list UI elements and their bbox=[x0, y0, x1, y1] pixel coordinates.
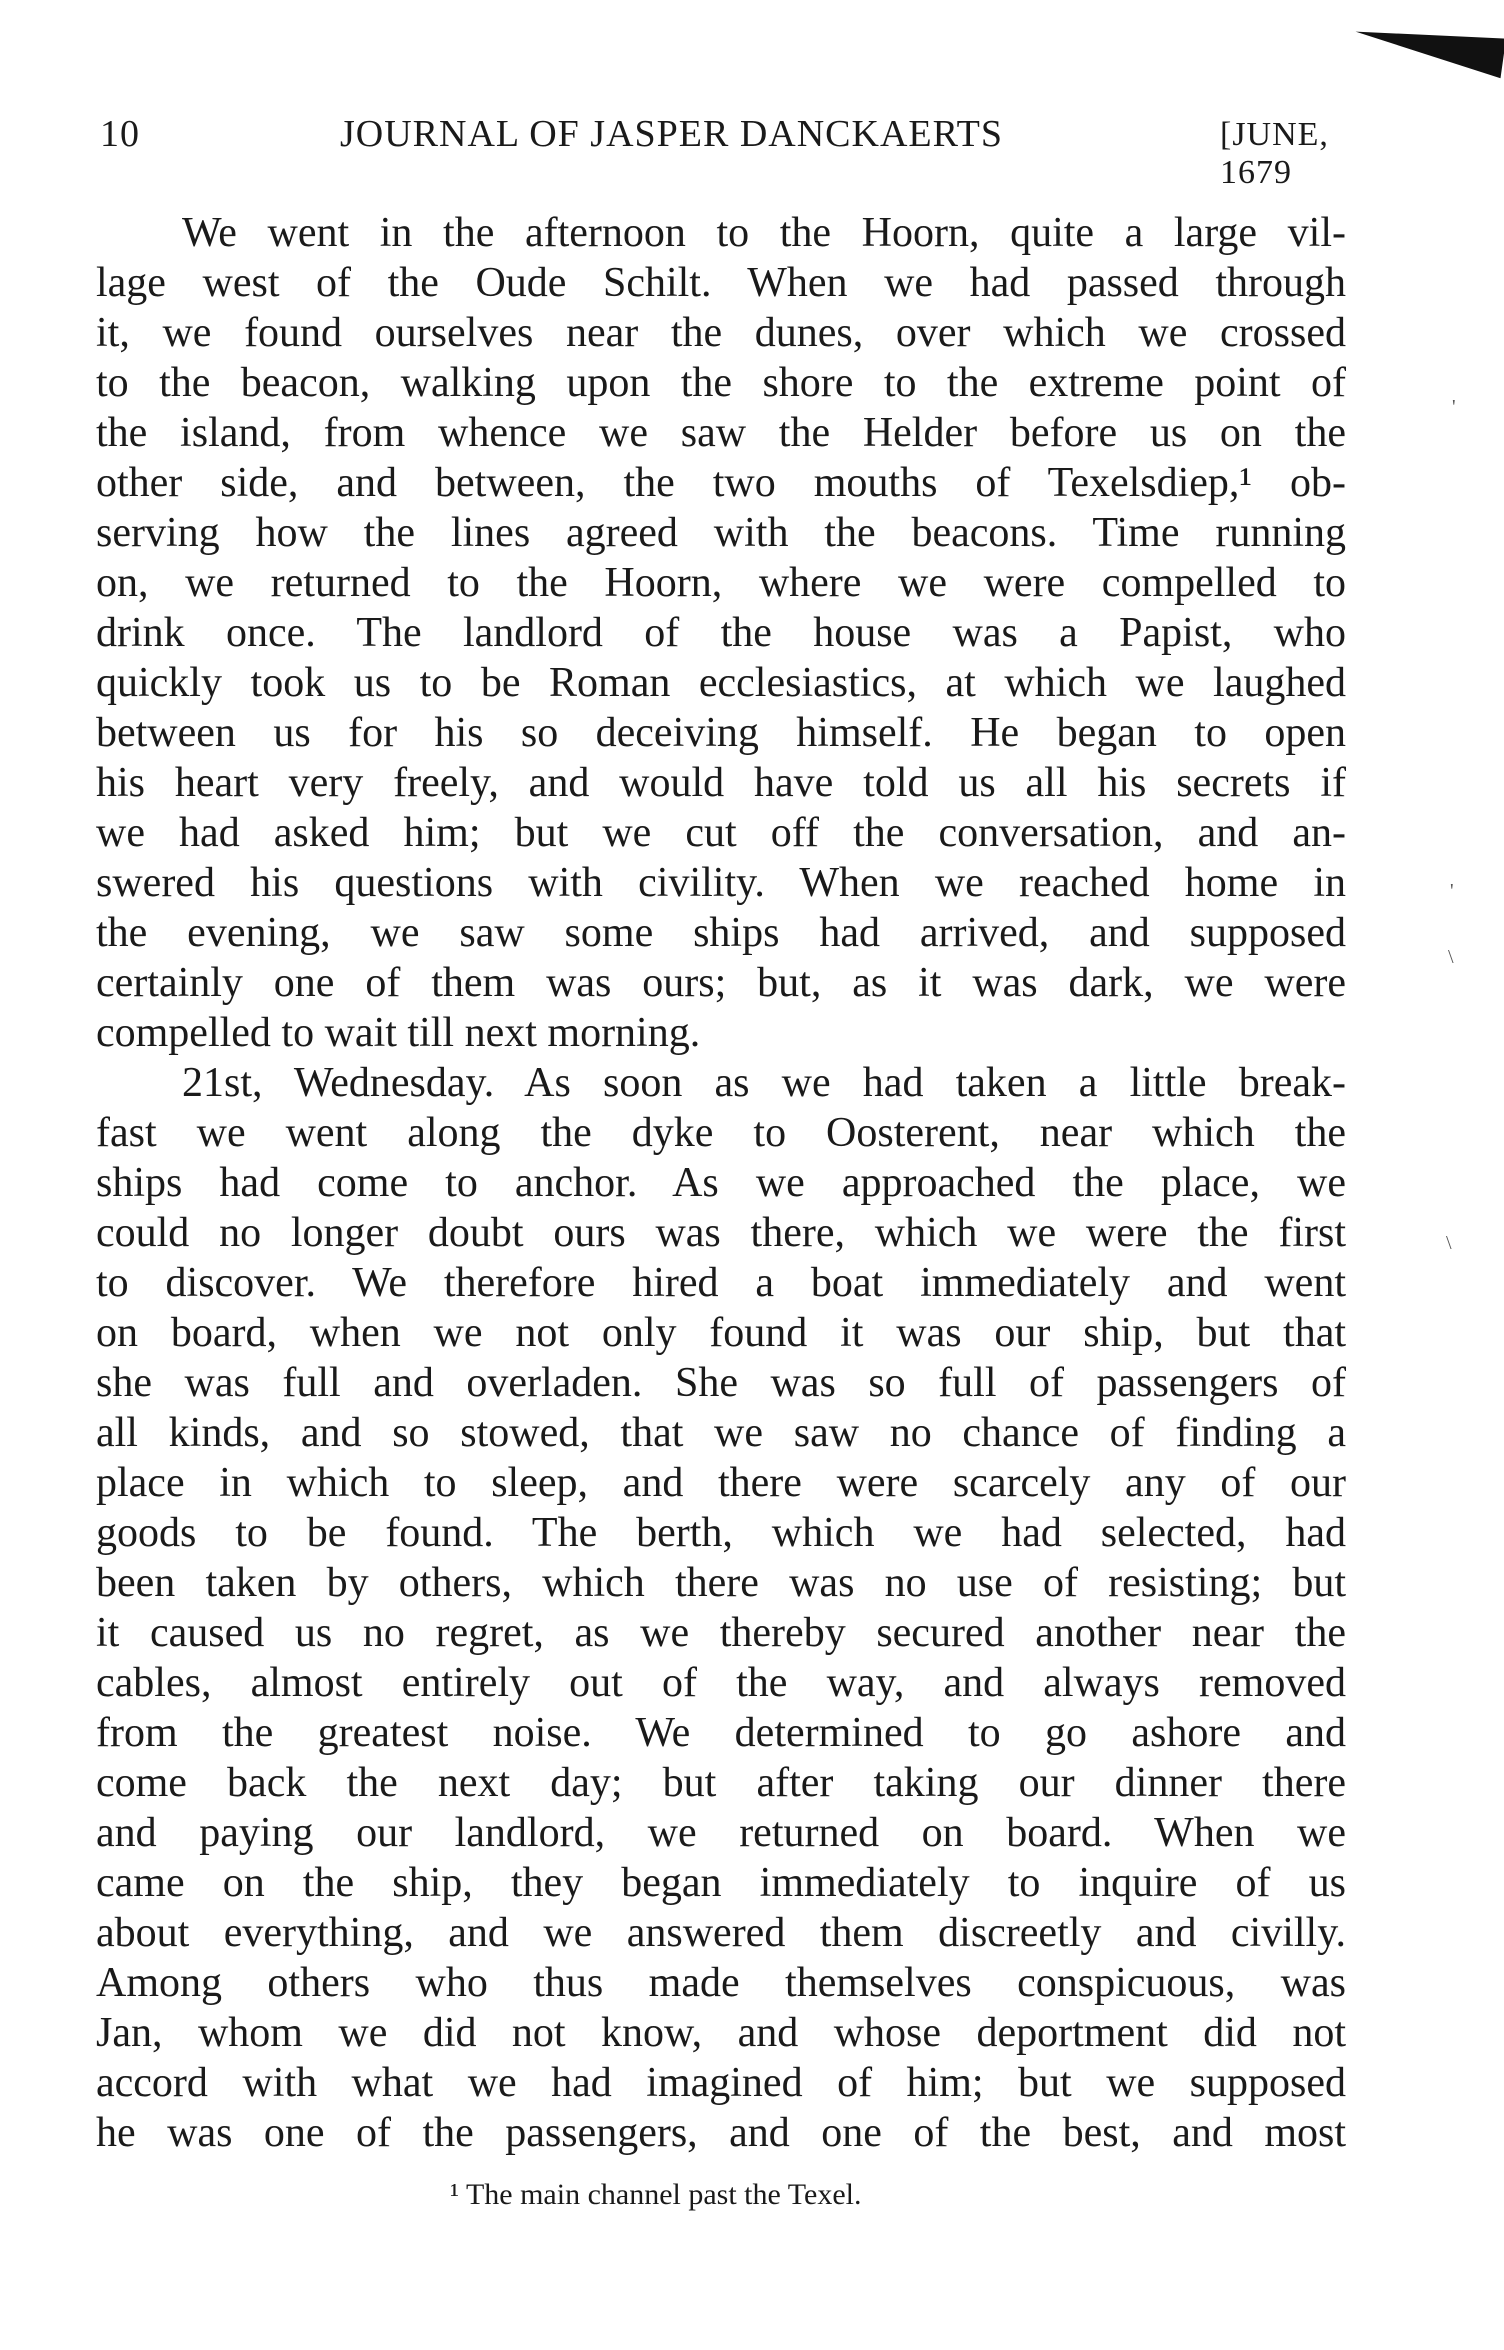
margin-speck: \ bbox=[1448, 946, 1454, 968]
text-line: place in which to sleep, and there were scarcely any of our bbox=[96, 1460, 1346, 1506]
text-line: his heart very freely, and would have told us all his secrets if bbox=[96, 760, 1346, 806]
text-line: between us for his so deceiving himself. He began to open bbox=[96, 710, 1346, 756]
text-line: and paying our landlord, we returned on board. When we bbox=[96, 1810, 1346, 1856]
text-line: compelled to wait till next morning. bbox=[96, 1010, 701, 1056]
text-line: it, we found ourselves near the dunes, over which we crossed bbox=[96, 310, 1346, 356]
text-line: been taken by others, which there was no use of resisting; but bbox=[96, 1560, 1346, 1606]
text-line: Among others who thus made themselves conspicuous, was bbox=[96, 1960, 1346, 2006]
text-line: could no longer doubt ours was there, which we were the first bbox=[96, 1210, 1346, 1256]
text-line: We went in the afternoon to the Hoorn, quite a large vil- bbox=[182, 210, 1346, 256]
text-line: come back the next day; but after taking our dinner there bbox=[96, 1760, 1346, 1806]
header-date: [JUNE, 1679 bbox=[1220, 116, 1329, 191]
text-line: ships had come to anchor. As we approached the place, we bbox=[96, 1160, 1346, 1206]
text-line: came on the ship, they began immediately to inquire of us bbox=[96, 1860, 1346, 1906]
text-line: from the greatest noise. We determined to go ashore and bbox=[96, 1710, 1346, 1756]
text-line: we had asked him; but we cut off the conversation, and an- bbox=[96, 810, 1346, 856]
text-line: he was one of the passengers, and one of the best, and most bbox=[96, 2110, 1346, 2156]
text-line: on board, when we not only found it was our ship, but that bbox=[96, 1310, 1346, 1356]
running-title: JOURNAL OF JASPER DANCKAERTS bbox=[340, 113, 1004, 155]
running-header bbox=[100, 112, 1400, 191]
text-line: Jan, whom we did not know, and whose deportment did not bbox=[96, 2010, 1346, 2056]
margin-speck: ' bbox=[1450, 880, 1454, 902]
page-number: 10 bbox=[100, 113, 140, 155]
margin-speck: ' bbox=[1452, 396, 1456, 418]
footnote: ¹ The main channel past the Texel. bbox=[450, 2178, 862, 2211]
text-line: cables, almost entirely out of the way, and always removed bbox=[96, 1660, 1346, 1706]
text-line: the island, from whence we saw the Helder before us on the bbox=[96, 410, 1346, 456]
text-line: fast we went along the dyke to Oosterent, near which the bbox=[96, 1110, 1346, 1156]
text-line: certainly one of them was ours; but, as it was dark, we were bbox=[96, 960, 1346, 1006]
text-line: all kinds, and so stowed, that we saw no chance of finding a bbox=[96, 1410, 1346, 1456]
text-line: to discover. We therefore hired a boat immediately and went bbox=[96, 1260, 1346, 1306]
text-line: swered his questions with civility. When we reached home in bbox=[96, 860, 1346, 906]
text-line: 21st, Wednesday. As soon as we had taken a little break- bbox=[182, 1060, 1346, 1106]
text-line: on, we returned to the Hoorn, where we were compelled to bbox=[96, 560, 1346, 606]
margin-speck: \ bbox=[1446, 1232, 1452, 1254]
text-line: lage west of the Oude Schilt. When we had passed through bbox=[96, 260, 1346, 306]
body-text bbox=[96, 208, 1346, 2158]
text-line: goods to be found. The berth, which we had selected, had bbox=[96, 1510, 1346, 1556]
text-line: other side, and between, the two mouths of Texelsdiep,¹ ob- bbox=[96, 460, 1346, 506]
text-line: to the beacon, walking upon the shore to the extreme point of bbox=[96, 360, 1346, 406]
text-line: she was full and overladen. She was so full of passengers of bbox=[96, 1360, 1346, 1406]
text-line: quickly took us to be Roman ecclesiastics, at which we laughed bbox=[96, 660, 1346, 706]
text-line: the evening, we saw some ships had arrived, and supposed bbox=[96, 910, 1346, 956]
text-line: about everything, and we answered them discreetly and civilly. bbox=[96, 1910, 1346, 1956]
text-line: drink once. The landlord of the house was a Papist, who bbox=[96, 610, 1346, 656]
page-corner-mark bbox=[1352, 18, 1504, 78]
text-line: serving how the lines agreed with the beacons. Time running bbox=[96, 510, 1346, 556]
text-line: accord with what we had imagined of him; but we supposed bbox=[96, 2060, 1346, 2106]
text-line: it caused us no regret, as we thereby secured another near the bbox=[96, 1610, 1346, 1656]
